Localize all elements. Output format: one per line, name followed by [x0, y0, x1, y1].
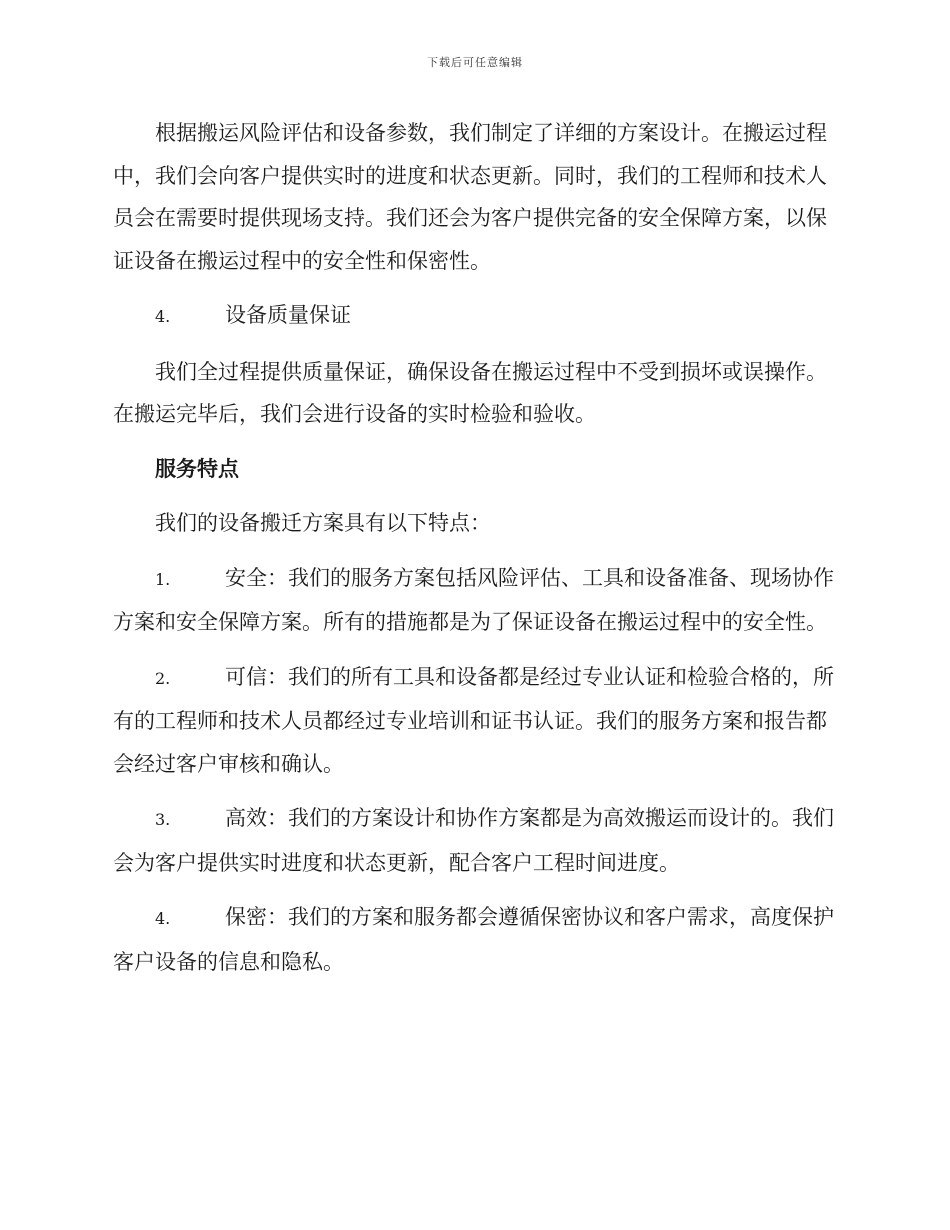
intro-paragraph: 根据搬运风险评估和设备参数，我们制定了详细的方案设计。在搬运过程中，我们会向客户提供实时的进度和状态更新。同时，我们的工程师和技术人员会在需要时提供现场支持。我们还会为客户提供完备的安全保障方案，以保证设备在搬运过程中的安全性和保密性。: [113, 121, 827, 273]
feature-item-efficiency: [113, 797, 838, 884]
feature-item-trust: [113, 656, 838, 786]
feature-item-confidentiality: [113, 896, 838, 983]
feature-number: 3.: [155, 810, 171, 829]
feature-number: 4.: [155, 909, 171, 928]
feature-text: 保密：我们的方案和服务都会遵循保密协议和客户需求，高度保护客户设备的信息和隐私。: [113, 905, 834, 974]
feature-number: 1.: [155, 569, 171, 589]
feature-text: 高效：我们的方案设计和协作方案都是为高效搬运而设计的。我们会为客户提供实时进度和状态更新，配合客户工程时间进度。: [113, 806, 834, 875]
feature-text: 可信：我们的所有工具和设备都是经过专业认证和检验合格的，所有的工程师和技术人员都经过专业培训和证书认证。我们的服务方案和报告都会经过客户审核和确认。: [113, 664, 834, 776]
feature-item-safety: [113, 557, 838, 644]
feature-text: 安全：我们的服务方案包括风险评估、工具和设备准备、现场协作方案和安全保障方案。所有的措施都是为了保证设备在搬运过程中的安全性。: [113, 565, 834, 634]
quality-heading-text: 设备质量保证: [225, 303, 351, 327]
header-note: 下载后可任意编辑: [427, 56, 523, 69]
quality-heading-number: 4.: [155, 307, 171, 326]
section-intro: 我们的设备搬迁方案具有以下特点：: [155, 511, 491, 535]
section-title: 服务特点: [155, 455, 239, 481]
quality-heading: [113, 294, 838, 339]
feature-number: 2.: [155, 668, 171, 688]
document-body: [113, 112, 838, 995]
quality-paragraph: 我们全过程提供质量保证，确保设备在搬运过程中不受到损坏或误操作。在搬运完毕后，我们会进行设备的实时检验和验收。: [113, 359, 827, 426]
